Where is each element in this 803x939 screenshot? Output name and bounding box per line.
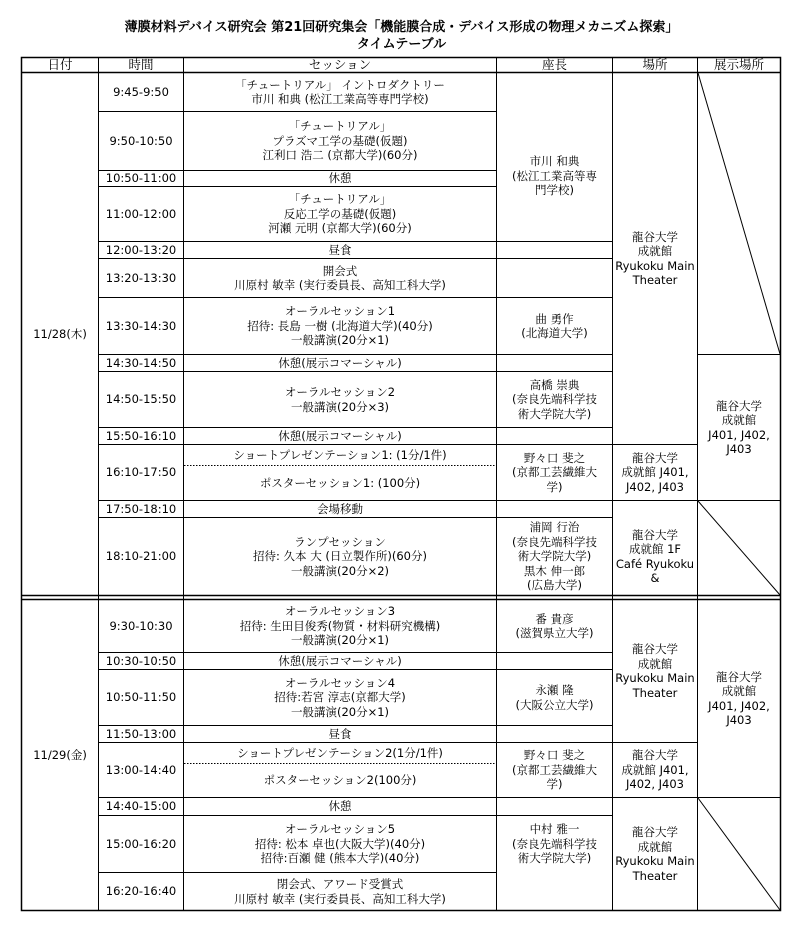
chair-line: 浦岡 行治 (529, 520, 580, 535)
time-cell: 18:10-21:00 (105, 549, 177, 564)
header-exhibit: 展示場所 (713, 56, 764, 72)
date-day1: 11/28(木) (33, 326, 87, 341)
exhibit-line: 龍谷大学 (716, 669, 762, 684)
session-line: オーラルセッション2 (284, 385, 396, 399)
chair-line: (奈良先端科学技 (512, 392, 597, 407)
session-cell (184, 187, 496, 241)
time-cell: 10:50-11:50 (105, 690, 177, 705)
session-cell (184, 259, 496, 297)
place-line: 成就館 J401, (621, 762, 689, 777)
chair-line: (滋賀県立大学) (515, 626, 594, 640)
time-cell: 9:50-10:50 (109, 133, 173, 148)
chair-line: 市川 和典 (529, 154, 580, 168)
chair-line: (京都工芸繊維大 (512, 465, 597, 480)
session-cell: 休憩(展示コマーシャル) (278, 355, 402, 370)
place-line: 成就館 (637, 656, 673, 671)
chair-cell (497, 670, 612, 725)
session-cell (184, 518, 496, 595)
chair-line: 野々口 斐之 (523, 748, 586, 763)
chair-cell (497, 600, 612, 652)
session-line: 「チュートリアル」 (288, 119, 392, 134)
time-cell: 14:50-15:50 (105, 392, 177, 407)
chair-line: (京都工芸繊維大 (512, 762, 597, 777)
chair-cell (497, 445, 612, 500)
exhibit-cell (698, 355, 780, 500)
session-line: 招待: 長島 一樹 (北海道大学)(40分) (247, 318, 433, 333)
session-line: 反応工学の基礎(仮題) (283, 206, 397, 221)
session-cell: 昼食 (328, 726, 352, 741)
time-cell: 14:40-15:00 (105, 799, 177, 814)
exhibit-line: J403 (726, 442, 752, 456)
chair-cell (497, 112, 612, 241)
place-line: Theater (632, 868, 678, 883)
header-time: 時間 (128, 56, 154, 72)
session-cell (184, 600, 496, 652)
session-cell (184, 816, 496, 872)
session-cell (184, 298, 496, 354)
header-place: 場所 (642, 56, 668, 72)
session-cell: 休憩 (328, 799, 352, 814)
place-line: Ryukoku Main (615, 854, 695, 868)
place-line: Theater (632, 273, 678, 287)
session-line: 一般講演(20分×1) (290, 633, 390, 648)
time-cell: 12:00-13:20 (105, 242, 177, 257)
place-line: J402, J403 (626, 777, 684, 792)
session-cell: ポスターセッション1: (100分) (259, 475, 421, 490)
time-cell: 11:50-13:00 (105, 726, 177, 741)
exhibit-line: 成就館 (721, 413, 757, 427)
session-line: 川原村 敏幸 (実行委員長、高知工科大学) (234, 891, 446, 906)
exhibit-line: 龍谷大学 (716, 398, 762, 413)
session-line: ランプセッション (294, 534, 386, 549)
session-line: 河瀬 元明 (京都大学)(60分) (268, 221, 412, 236)
session-cell (184, 670, 496, 725)
exhibit-line: J401, J402, (708, 427, 770, 442)
date-day2: 11/29(金) (33, 747, 87, 762)
document-title: 薄膜材料デバイス研究会 第21回研究集会「機能膜合成・デバイス形成の物理メカニズム探索」 (124, 20, 679, 35)
time-cell: 11:00-12:00 (105, 206, 177, 221)
session-line: 江利口 浩二 (京都大学)(60分) (262, 148, 418, 163)
session-cell: 休憩 (328, 171, 352, 186)
chair-line: (北海道大学) (521, 326, 588, 340)
chair-cell (497, 518, 612, 595)
exhibit-line: 成就館 (721, 684, 757, 698)
chair-line: 野々口 斐之 (523, 450, 586, 465)
chair-line: (松江工業高等専 (512, 168, 597, 183)
place-line: J402, J403 (626, 479, 684, 494)
place-cell (613, 445, 697, 500)
chair-cell (497, 372, 612, 427)
chair-cell (497, 816, 612, 872)
chair-line: (大阪公立大学) (515, 697, 594, 712)
session-line: オーラルセッション3 (284, 604, 396, 619)
session-cell (184, 73, 496, 111)
session-cell (184, 112, 496, 170)
chair-line: 黒木 伸一郎 (523, 563, 586, 578)
session-line: 川原村 敏幸 (実行委員長、高知工科大学) (234, 278, 446, 292)
place-line: 成就館 J401, (621, 465, 689, 480)
place-line: Ryukoku Main (615, 258, 695, 273)
time-cell: 10:50-11:00 (105, 171, 177, 186)
session-cell: 休憩(展示コマーシャル) (278, 653, 402, 668)
session-cell: 昼食 (328, 242, 352, 257)
time-cell: 15:00-16:20 (105, 836, 177, 851)
session-cell: ショートプレゼンテーション2(1分/1件) (237, 745, 443, 760)
chair-line: 術大学院大学) (517, 851, 592, 866)
chair-line: (奈良先端科学技 (512, 534, 597, 549)
time-cell: 16:10-17:50 (105, 465, 177, 480)
chair-line: 術大学院大学) (517, 549, 592, 564)
place-line: 成就館 (637, 839, 673, 854)
place-line: Theater (632, 685, 678, 700)
place-line: 成就館 (637, 244, 673, 258)
session-cell: ポスターセッション2(100分) (263, 773, 417, 788)
chair-line: 門学校) (535, 183, 574, 197)
chair-cell (497, 298, 612, 354)
session-line: 招待: 久本 大 (日立製作所)(60分) (253, 549, 427, 564)
time-cell: 9:45-9:50 (113, 84, 169, 99)
chair-line: 番 貴彦 (535, 611, 574, 626)
place-line: 龍谷大学 (632, 825, 678, 839)
session-line: オーラルセッション4 (284, 675, 396, 690)
place-line: Café Ryukoku (615, 556, 695, 571)
session-line: 市川 和典 (松江工業高等専門学校) (251, 92, 429, 106)
chair-line: 中村 雅一 (529, 822, 580, 837)
chair-line: 術大学院大学) (517, 406, 592, 421)
session-line: 一般講演(20分×2) (290, 563, 390, 578)
session-line: 一般講演(20分×1) (290, 333, 390, 348)
place-line: 龍谷大学 (632, 527, 678, 542)
place-cell (613, 600, 697, 742)
session-line: 招待:若宮 淳志(京都大学) (274, 690, 406, 705)
session-line: 開会式 (322, 263, 358, 278)
chair-line: (広島大学) (527, 578, 582, 593)
place-line: & (650, 571, 660, 585)
document-subtitle: タイムテーブル (356, 37, 447, 52)
place-line: 龍谷大学 (632, 642, 678, 656)
exhibit-line: J403 (726, 713, 752, 727)
place-line: 龍谷大学 (632, 229, 678, 244)
chair-cell (497, 743, 612, 797)
time-cell: 13:00-14:40 (105, 762, 177, 777)
chair-line: 高橋 崇典 (529, 377, 580, 392)
session-line: 閉会式、アワード受賞式 (276, 877, 404, 891)
time-cell: 10:30-10:50 (105, 653, 177, 668)
header-session: セッション (308, 56, 372, 72)
session-cell: ショートプレゼンテーション1: (1分/1件) (233, 447, 447, 462)
place-line: 龍谷大学 (632, 748, 678, 763)
chair-line: 学) (546, 777, 563, 792)
place-line: Ryukoku Main (615, 671, 695, 685)
session-line: オーラルセッション5 (284, 822, 396, 837)
exhibit-cell (698, 600, 780, 797)
place-cell (613, 743, 697, 797)
time-cell: 15:50-16:10 (105, 428, 177, 443)
exhibit-line: J401, J402, (708, 698, 770, 713)
chair-line: 永瀬 隆 (535, 683, 574, 697)
place-cell (613, 798, 697, 910)
session-line: プラズマ工学の基礎(仮題) (272, 133, 408, 148)
session-cell: 会場移動 (317, 501, 363, 516)
chair-line: 曲 勇作 (535, 311, 574, 326)
session-line: 一般講演(20分×1) (290, 704, 390, 719)
session-line: 「チュートリアル」 (288, 192, 392, 207)
session-cell (184, 873, 496, 910)
header-chair: 座長 (541, 56, 567, 72)
place-cell (613, 73, 697, 444)
time-cell: 16:20-16:40 (105, 884, 177, 899)
place-line: 成就館 1F (628, 542, 682, 556)
time-cell: 9:30-10:30 (109, 618, 173, 633)
session-line: 招待:百瀬 健 (熊本大学)(40分) (260, 851, 420, 866)
time-cell: 13:20-13:30 (105, 270, 177, 285)
session-line: 「チュートリアル」 イントロダクトリー (235, 77, 445, 92)
place-line: 龍谷大学 (632, 450, 678, 465)
session-line: 一般講演(20分×3) (290, 399, 390, 414)
chair-line: 学) (546, 479, 563, 494)
place-cell (613, 518, 697, 595)
session-line: オーラルセッション1 (284, 304, 396, 319)
chair-line: (奈良先端科学技 (512, 836, 597, 851)
session-cell (184, 372, 496, 427)
session-line: 招待: 松本 卓也(大阪大学)(40分) (254, 836, 426, 851)
time-cell: 14:30-14:50 (105, 355, 177, 370)
time-cell: 13:30-14:30 (105, 318, 177, 333)
session-line: 招待: 生田目俊秀(物質・材料研究機構) (239, 618, 441, 633)
time-cell: 17:50-18:10 (105, 501, 177, 516)
session-cell: 休憩(展示コマーシャル) (278, 428, 402, 443)
header-date: 日付 (47, 56, 73, 72)
